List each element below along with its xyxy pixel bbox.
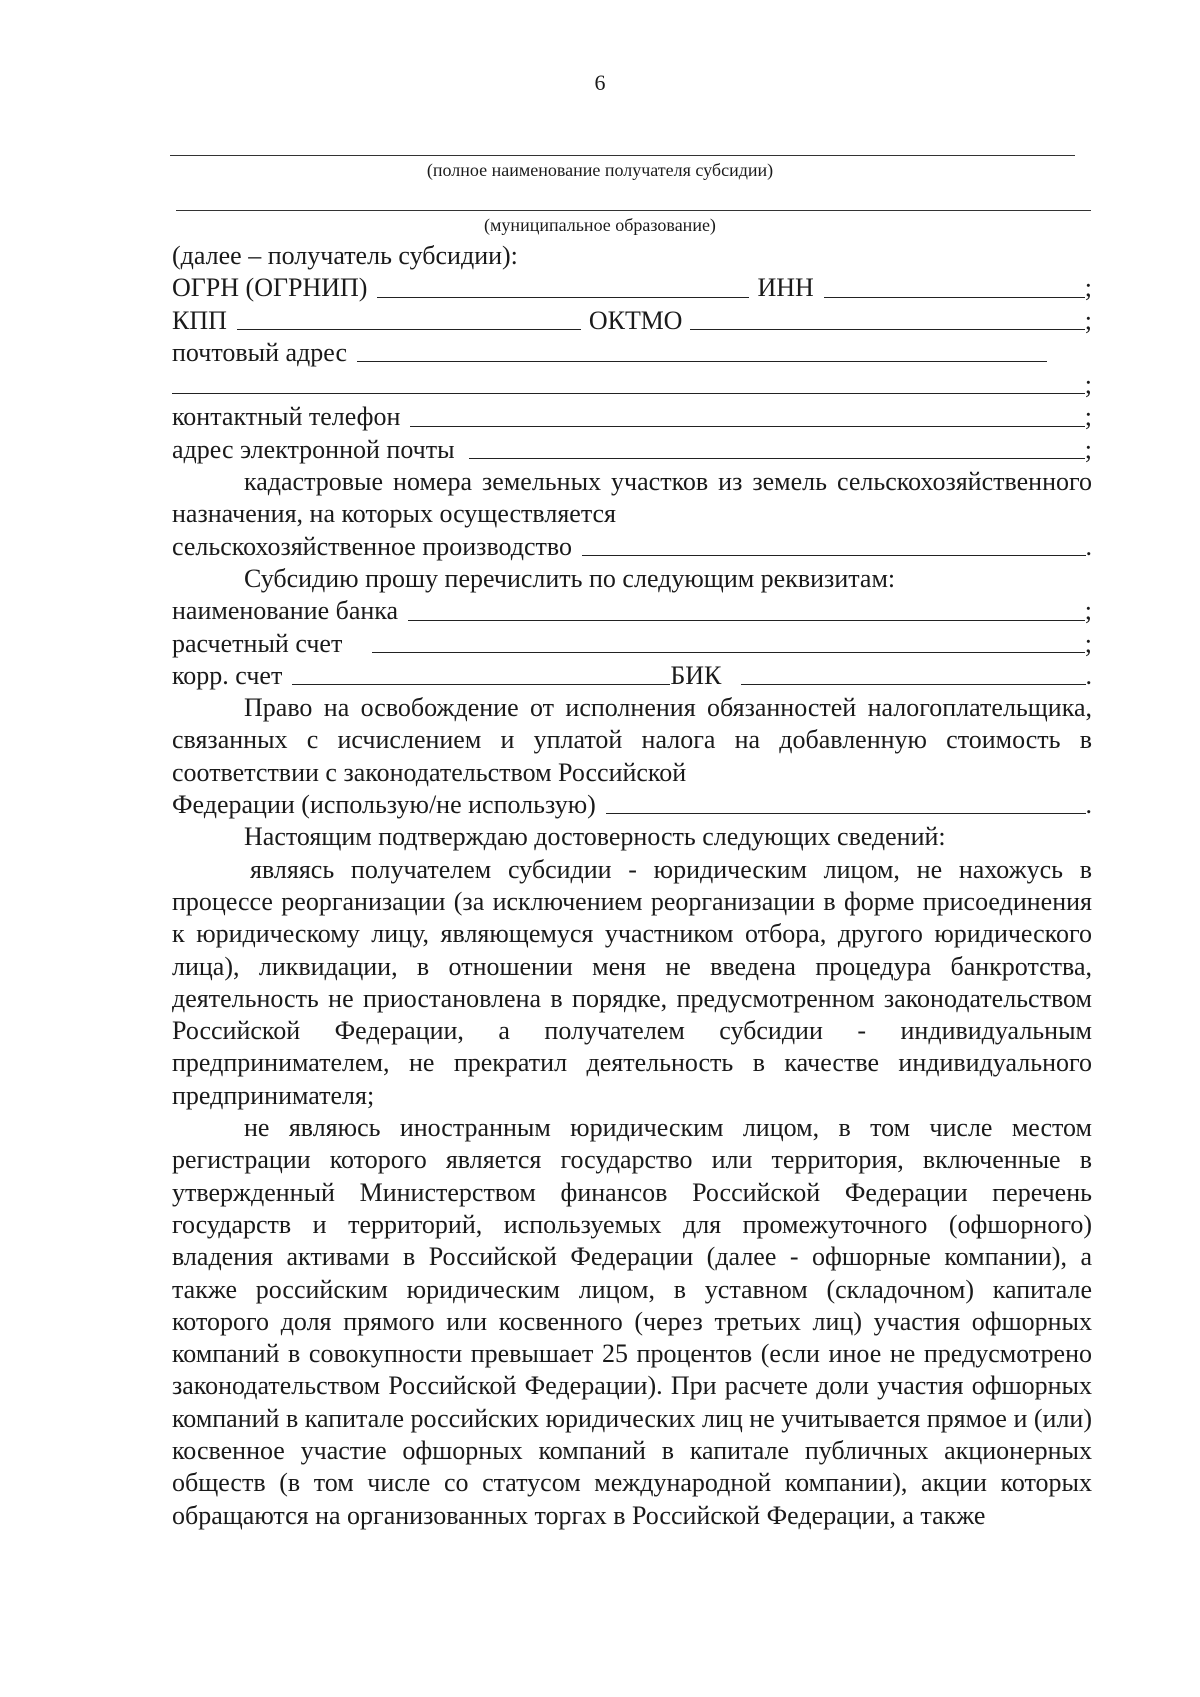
vat-text: Право на освобождение от исполнения обязанностей налогоплательщика, связанных с исчислением и уплатой налога на добавленную стоимость в соответствии с законодательством Российской — [172, 693, 1092, 787]
inn-label: ИНН — [757, 273, 814, 303]
period: . — [1085, 790, 1092, 820]
vat-tail: Федерации (использую/не использую) — [172, 790, 596, 820]
bik-label: БИК — [670, 660, 722, 690]
kpp-oktmo-row — [172, 305, 1092, 337]
semicolon: ; — [1084, 628, 1092, 658]
phone-field[interactable] — [410, 426, 1084, 427]
phone-row — [172, 401, 1092, 433]
phone-label: контактный телефон — [172, 402, 401, 432]
vat-field[interactable] — [606, 813, 1086, 814]
account-field[interactable] — [372, 652, 1084, 653]
postal-field-continued[interactable] — [172, 393, 1085, 394]
confirm-intro: Настоящим подтверждаю достоверность следующих сведений: — [244, 822, 946, 852]
semicolon: ; — [1084, 273, 1092, 303]
bank-intro: Субсидию прошу перечислить по следующим реквизитам: — [244, 563, 896, 593]
recipient-intro-text: (далее – получатель субсидии): — [172, 241, 518, 270]
corr-field[interactable] — [292, 684, 670, 685]
semicolon: ; — [1084, 370, 1092, 400]
period: . — [1085, 531, 1092, 561]
document-body — [172, 240, 1092, 1532]
semicolon: ; — [1084, 402, 1092, 432]
account-row — [172, 628, 1092, 660]
inn-field[interactable] — [824, 297, 1085, 298]
recipient-name-line — [170, 155, 1075, 156]
bank-label: наименование банка — [172, 596, 399, 626]
corr-label: корр. счет — [172, 660, 283, 690]
email-row — [172, 434, 1092, 466]
semicolon: ; — [1084, 434, 1092, 464]
municipality-line — [176, 210, 1091, 211]
ogrn-inn-row — [172, 272, 1092, 304]
oktmo-field[interactable] — [690, 329, 1084, 330]
cadastral-text: кадастровые номера земельных участков из земель сельскохозяйственного назначения, на которых осуществляется — [172, 467, 1092, 529]
account-label: расчетный счет — [172, 628, 343, 658]
email-label: адрес электронной почты — [172, 434, 455, 464]
recipient-intro — [172, 240, 1092, 272]
bank-field[interactable] — [408, 620, 1085, 621]
cadastral-row — [172, 531, 1092, 563]
oktmo-label: ОКТМО — [588, 305, 683, 335]
ogrn-label: ОГРН (ОГРНИП) — [172, 273, 368, 303]
semicolon: ; — [1084, 596, 1092, 626]
declaration-paragraph-1: являясь получателем субсидии - юридическим лицом, не нахожусь в процессе реорганизации (за исключением реорганизации в форме присоединения к юридическому лицу, являющемуся участником отбора, другого юридического лица), ликвидации, в отношении меня не введена процедура банкротства, деятельность не приостановлена в порядке, предусмотренном законодательством Российской Федерации, а получателем субсидии - индивидуальным предпринимателем, не прекратил деятельность в качестве индивидуального предпринимателя; — [172, 854, 1092, 1110]
bank-row — [172, 595, 1092, 627]
postal-label: почтовый адрес — [172, 337, 347, 367]
postal-continuation-row — [172, 369, 1092, 401]
postal-field[interactable] — [357, 361, 1047, 362]
vat-row — [172, 789, 1092, 821]
declaration-paragraph-2: не являюсь иностранным юридическим лицом, в том числе местом регистрации которого является государство или территория, включенные в утвержденный Министерством финансов Российской Федерации перечень государств и территорий, используемых для промежуточного (офшорного) владения активами в Российской Федерации (далее - офшорные компании), а также российским юридическим лицом, в уставном (складочном) капитале которого доля прямого или косвенного (через третьих лиц) участия офшорных компаний в совокупности превышает 25 процентов (если иное не предусмотрено законодательством Российской Федерации). При расчете доли участия офшорных компаний в капитале российских юридических лиц не учитывается прямое и (или) косвенное участие офшорных компаний в капитале публичных акционерных обществ (в том числе со статусом международной компании), акции которых обращаются на организованных торгах в Российской Федерации, а также — [172, 1113, 1092, 1530]
cadastral-tail: сельскохозяйственное производство — [172, 531, 573, 561]
kpp-field[interactable] — [237, 329, 581, 330]
period: . — [1085, 660, 1092, 690]
postal-row — [172, 337, 1092, 369]
cadastral-field[interactable] — [582, 555, 1085, 556]
bik-field[interactable] — [741, 684, 1085, 685]
page-number: 6 — [594, 70, 606, 95]
recipient-name-caption: (полное наименование получателя субсидии) — [426, 160, 774, 180]
ogrn-field[interactable] — [377, 297, 749, 298]
email-field[interactable] — [469, 458, 1085, 459]
municipality-caption: (муниципальное образование) — [484, 215, 716, 235]
semicolon: ; — [1084, 305, 1092, 335]
corr-bik-row — [172, 660, 1092, 692]
kpp-label: КПП — [172, 305, 227, 335]
